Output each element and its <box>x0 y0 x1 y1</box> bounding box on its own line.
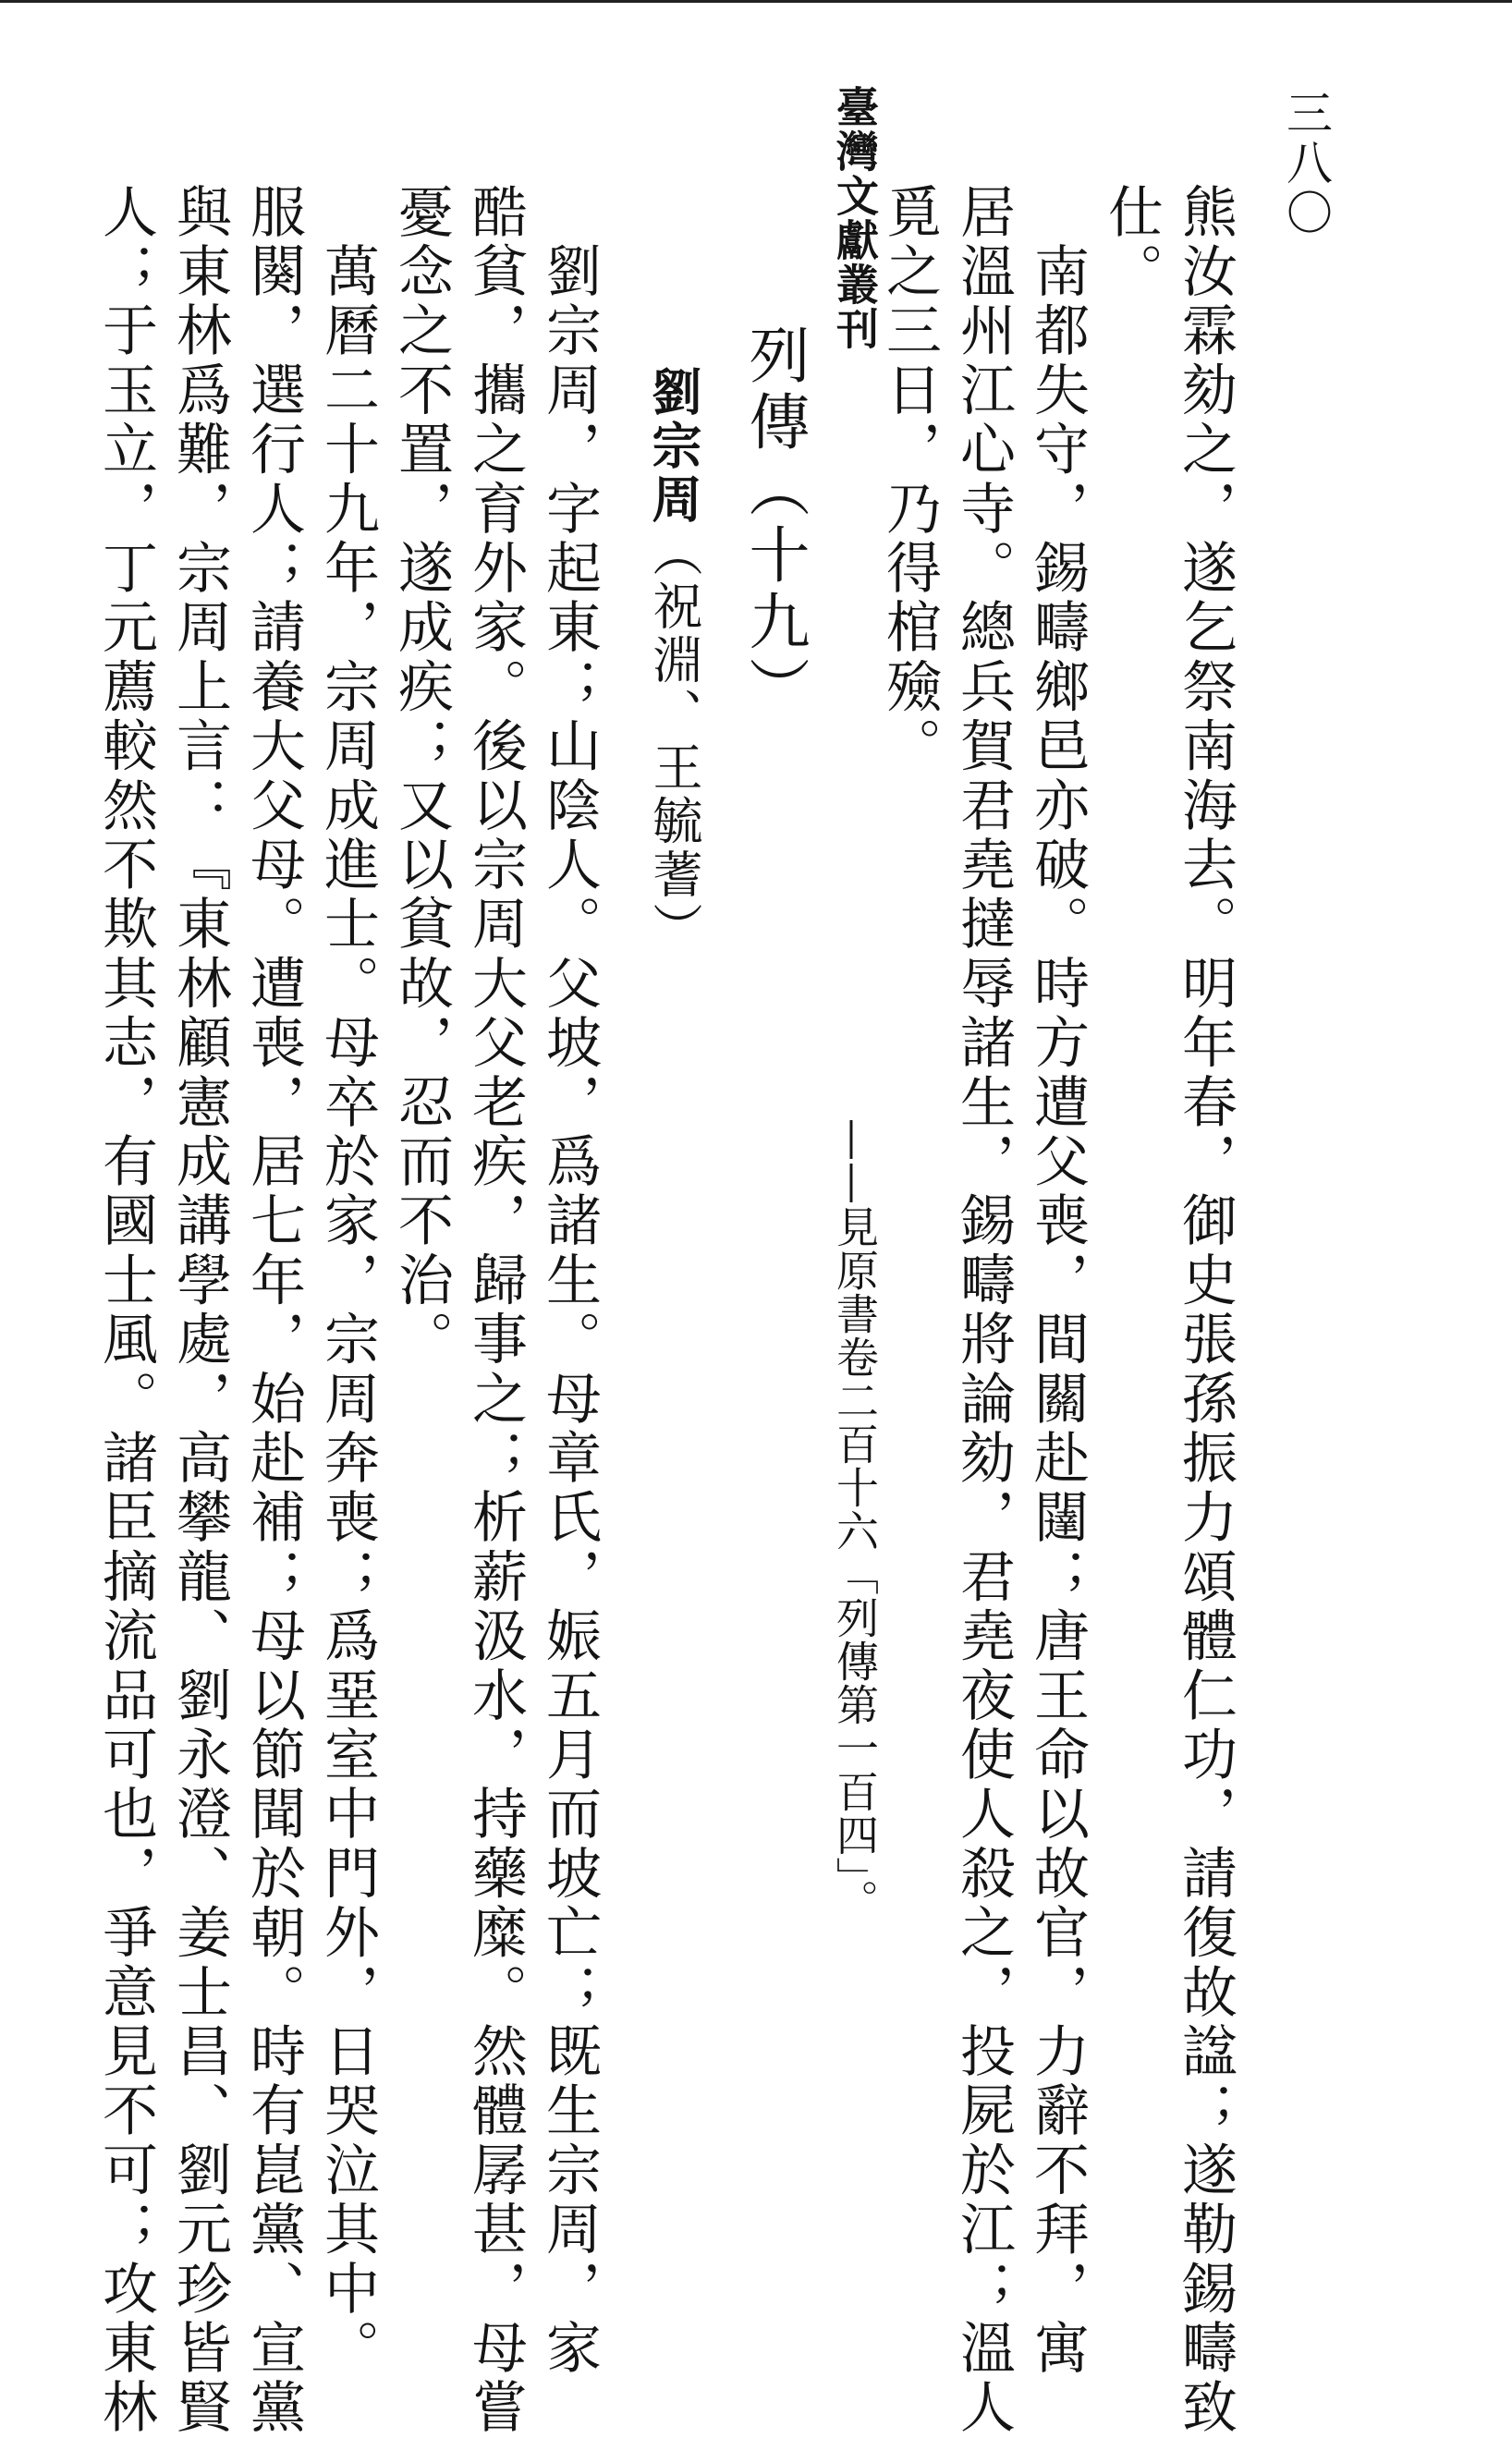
top-border-rule <box>0 0 1512 3</box>
text-line: 人；于玉立，丁元薦較然不欺其志，有國士風。諸臣摘流品可也，爭意見不可；攻東林 <box>93 183 158 2438</box>
text-line: 仕。 <box>1099 183 1164 302</box>
page-number: 三八〇 <box>1279 89 1333 238</box>
citation: ——見原書卷二百十六「列傳第一百四」。 <box>830 1118 880 1922</box>
text-line: 萬曆二十九年，宗周成進士。母卒於家，宗周奔喪；爲堊室中門外，日哭泣其中。 <box>315 183 380 2379</box>
biography-subtitle <box>644 366 703 956</box>
text-line: 憂念之不置，遂成疾；又以貧故，忍而不治。 <box>389 183 454 1370</box>
text-line: 服闋，選行人；請養大父母。遭喪，居七年，始赴補；母以節聞於朝。時有崑黨、宣黨 <box>241 183 306 2438</box>
subject-name: 劉宗周 <box>644 366 703 527</box>
text-line: 覓之三日，乃得棺殮。 <box>877 183 942 776</box>
text-line: 與東林爲難，宗周上言：『東林顧憲成講學處，高攀龍、劉永澄、姜士昌、劉元珍皆賢 <box>167 183 232 2438</box>
text-line: 居溫州江心寺。總兵賀君堯撻辱諸生，錫疇將論劾，君堯夜使人殺之，投屍於江；溫人 <box>951 183 1016 2438</box>
series-title: 臺灣文獻叢刊 <box>830 85 880 351</box>
text-line: 熊汝霖劾之，遂乞祭南海去。明年春，御史張孫振力頌體仁功，請復故諡；遂勒錫疇致 <box>1173 183 1238 2438</box>
text-line: 酷貧，攜之育外家。後以宗周大父老疾，歸事之；析薪汲水，持藥糜。然體孱甚，母嘗 <box>463 183 528 2438</box>
text-line: 南都失守，錫疇鄉邑亦破。時方遭父喪，間關赴闥；唐王命以故官，力辭不拜，寓 <box>1025 183 1090 2379</box>
chapter-title: 列傳（十九） <box>738 323 810 723</box>
text-line: 劉宗周，字起東；山陰人。父坡，爲諸生。母章氏，娠五月而坡亡；既生宗周，家 <box>537 183 602 2379</box>
subject-authors: （祝淵、王毓蓍） <box>645 527 703 956</box>
